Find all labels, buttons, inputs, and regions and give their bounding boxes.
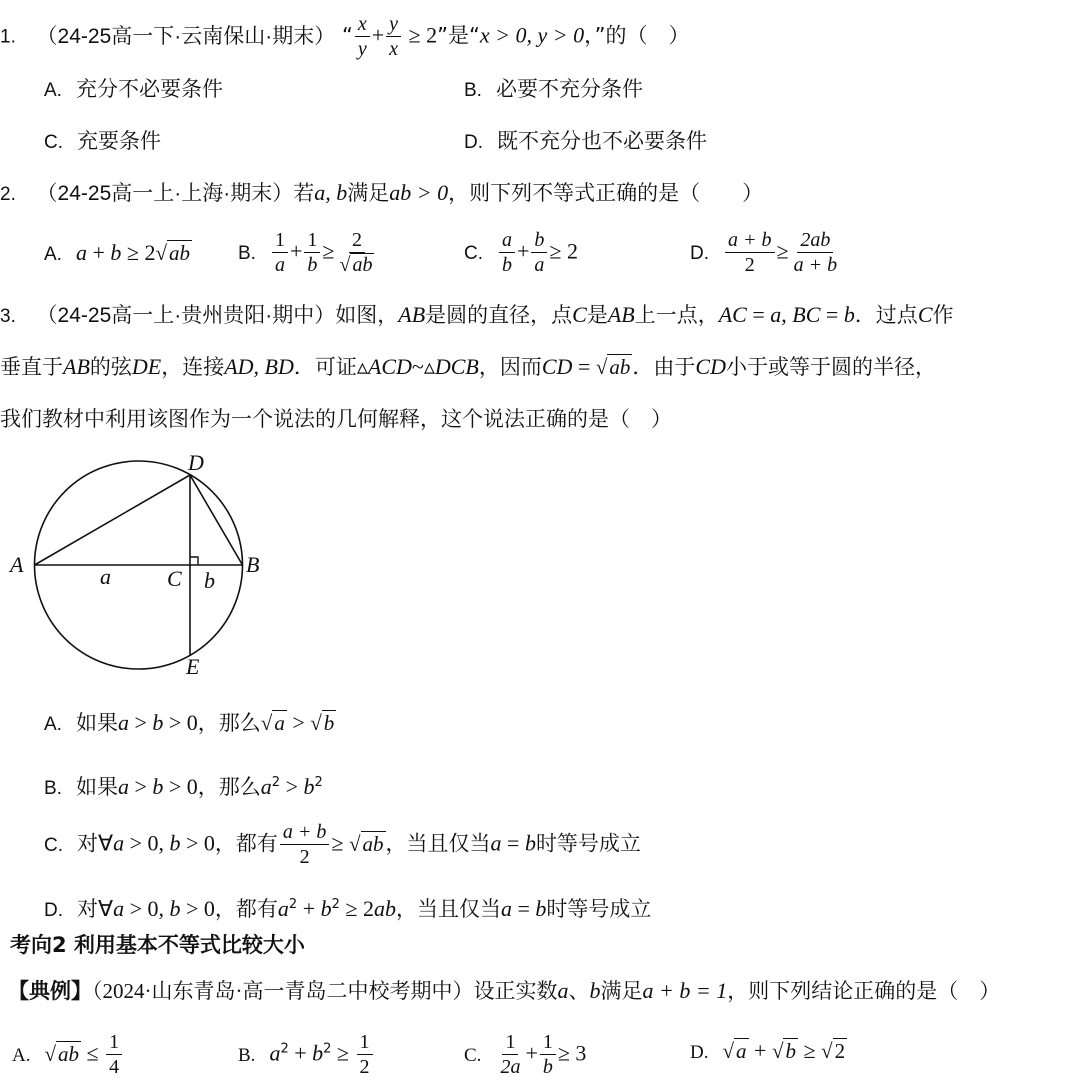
q1-condition: x > 0, y > 0 (479, 22, 585, 48)
label-e: E (186, 654, 200, 679)
q1-frac-y-x: $\frac{y}{x}$ (386, 12, 401, 61)
label-b: B (246, 552, 260, 577)
q1-source: （24-25高一下·云南保山·期末） (36, 24, 336, 48)
q2-number: 2. (0, 184, 16, 205)
q3-stem-line3: 我们教材中利用该图作为一个说法的几何解释，这个说法正确的是（ ） (0, 407, 672, 431)
right-angle-mark (190, 557, 198, 565)
q2-option-b[interactable]: B. $\frac{1}{a}$ + $\frac{1}{b}$ ≥ $\frac{2}{√ ab}$ (238, 229, 373, 276)
q1-option-a[interactable]: A. 充分不必要条件 (44, 77, 223, 101)
example-option-c[interactable]: C. $\frac{1}{2a}$ + $\frac{1}{b}$ ≥ 3 (464, 1031, 587, 1078)
q2-source: （24-25高一上·上海·期末） (36, 182, 294, 205)
label-d: D (188, 450, 204, 475)
q1-stem: 1. （24-25高一下·云南保山·期末） “ $\frac{x}{y}$ + $\frac{y}{x}$ ≥ 2”是“x > 0, y > 0，”的（ ） (0, 13, 690, 60)
q3-option-d[interactable]: D. 对∀a > 0, b > 0，都有$a^2 + b^2 \ge 2ab$，当且仅当a = b时等号成立 (44, 896, 652, 921)
q3-number: 3. (0, 306, 16, 327)
q3-source: （24-25高一上·贵州贵阳·期中） (36, 304, 336, 327)
q3-stem-line2: 垂直于AB的弦DE，连接AD, BD．可证▵ACD~▵DCB，因而CD = √ab．由于CD小于或等于圆的半径， (0, 354, 936, 379)
q3-circle-figure (0, 448, 280, 688)
example-tag: 【典例】 (8, 979, 92, 1003)
segment-bd (190, 475, 243, 565)
label-b-length: b (204, 568, 215, 593)
q3-stem-line1: 3. （24-25高一上·贵州贵阳·期中）如图，AB是圆的直径，点C是AB上一点，AC = a, BC = b．过点C作 (0, 302, 954, 327)
q3-option-b[interactable]: B. 如果a > b > 0，那么$a^2 > b^2$ (44, 774, 323, 799)
q3-option-a[interactable]: A. 如果a > b > 0，那么√a > √b (44, 710, 335, 735)
example-stem: 【典例】（2024·山东青岛·高一青岛二中校考期中）设正实数a、b满足a + b = 1，则下列结论正确的是（ ） (8, 978, 1001, 1003)
q1-option-d[interactable]: D. 既不充分也不必要条件 (464, 129, 707, 153)
q1-option-c[interactable]: C. 充要条件 (44, 129, 161, 153)
q2-option-c[interactable]: C. $\frac{a}{b}$ + $\frac{b}{a}$ ≥ 2 (464, 229, 578, 276)
q2-option-a[interactable]: A. a + b ≥ 2√ab (44, 240, 190, 265)
label-a: A (10, 552, 24, 577)
q3-option-c[interactable]: C. 对∀a > 0, b > 0，都有 $\frac{a + b}{2}$ ≥ √ab，当且仅当a = b时等号成立 (44, 821, 641, 868)
example-option-b[interactable]: B. $a^2 + b^2$ ≥ $\frac{1}{2}$ (238, 1030, 375, 1079)
q1-number: 1. (0, 26, 16, 48)
q2-option-d[interactable]: D. $\frac{a + b}{2}$ ≥ $\frac{2ab}{a + b}$ (690, 229, 838, 276)
example-option-d[interactable]: D. √a + √b ≥ √2 (690, 1038, 846, 1063)
segment-ad (35, 475, 191, 565)
section-heading: 考向2 利用基本不等式比较大小 (10, 933, 305, 957)
q1-option-b[interactable]: B. 必要不充分条件 (464, 77, 643, 101)
label-c: C (167, 566, 182, 591)
q1-frac-x-y: $\frac{x}{y}$ (355, 12, 370, 61)
label-a-length: a (100, 564, 111, 589)
q2-stem: 2. （24-25高一上·上海·期末）若a, b满足ab > 0，则下列不等式正确的是（ ） (0, 180, 764, 205)
example-option-a[interactable]: A. √ab ≤ $\frac{1}{4}$ (12, 1030, 124, 1079)
example-source: （2024·山东青岛·高一青岛二中校考期中） (92, 979, 474, 1003)
